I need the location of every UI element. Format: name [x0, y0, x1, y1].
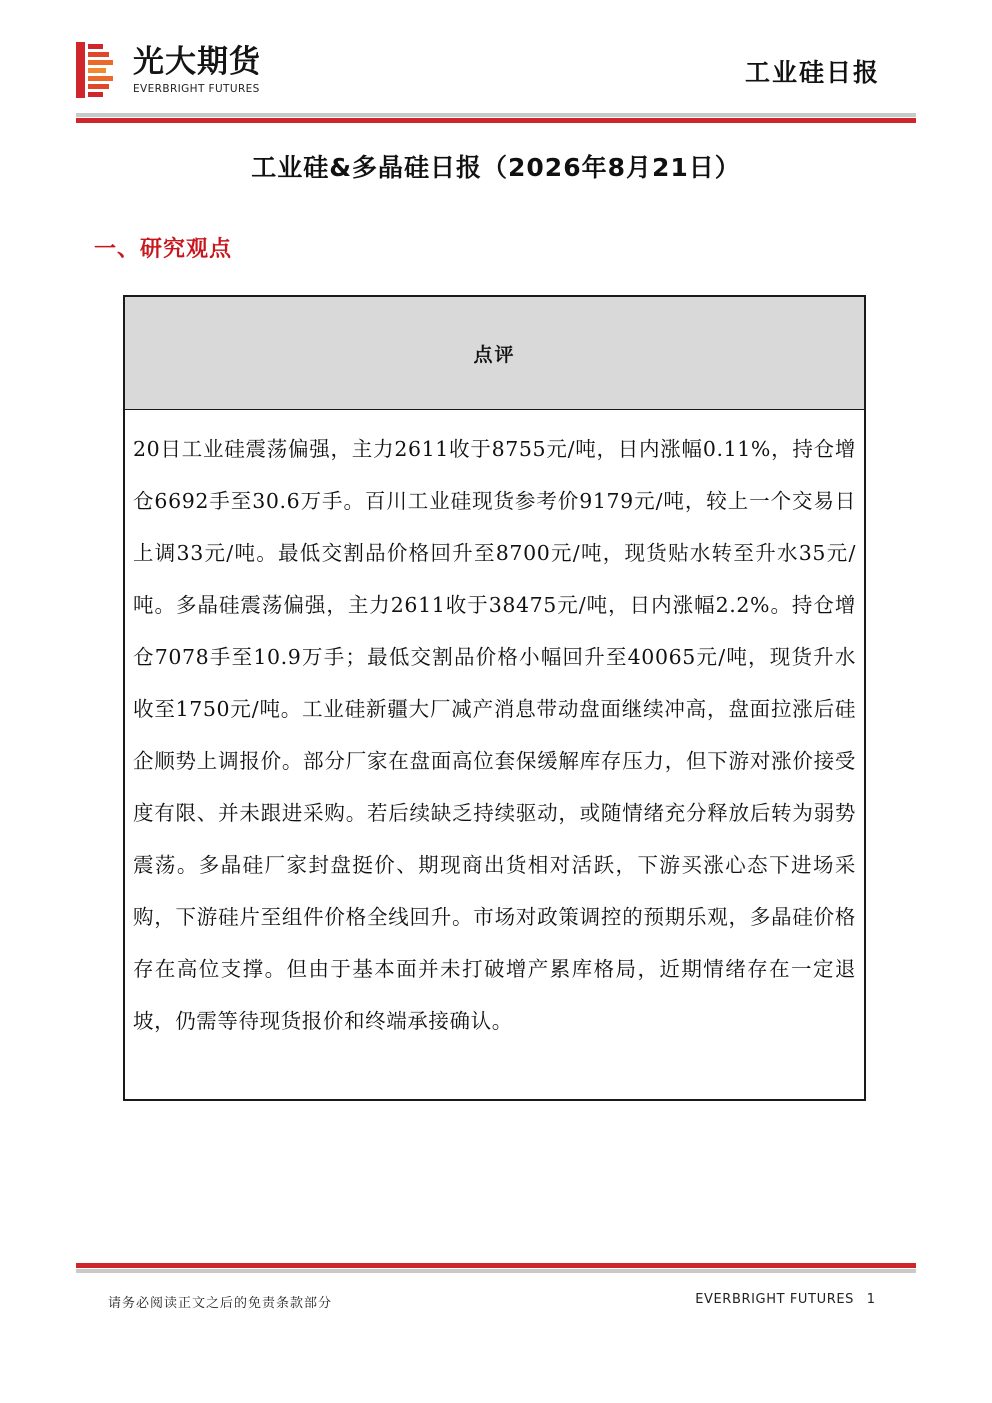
- table-header-cell: 点评: [125, 297, 864, 410]
- footer-divider-gray: [76, 1269, 916, 1273]
- company-logo: [76, 42, 286, 98]
- logo-english-name: EVERBRIGHT FUTURES: [133, 83, 260, 95]
- footer-brand: EVERBRIGHT FUTURES: [695, 1292, 854, 1307]
- header-divider-red: [76, 118, 916, 123]
- table-body-cell: 20日工业硅震荡偏强，主力2611收于8755元/吨，日内涨幅0.11%，持仓增仓6692手至30.6万手。百川工业硅现货参考价9179元/吨，较上一个交易日上调33元/吨。最低交割品价格回升至8700元/吨，现货贴水转至升水35元/吨。多晶硅震荡偏强，主力2611收于38475元/吨，日内涨幅2.2%。持仓增仓7078手至10.9万手；最低交割品价格小幅回升至40065元/吨，现货升水收至1750元/吨。工业硅新疆大厂减产消息带动盘面继续冲高，盘面拉涨后硅企顺势上调报价。部分厂家在盘面高位套保缓解库存压力，但下游对涨价接受度有限、并未跟进采购。若后续缺乏持续驱动，或随情绪充分释放后转为弱势震荡。多晶硅厂家封盘挺价、期现商出货相对活跃，下游买涨心态下进场采购，下游硅片至组件价格全线回升。市场对政策调控的预期乐观，多晶硅价格存在高位支撑。但由于基本面并未打破增产累库格局，近期情绪存在一定退坡，仍需等待现货报价和终端承接确认。: [133, 437, 856, 1033]
- comment-table: [123, 295, 866, 1101]
- section-heading: 一、研究观点: [94, 237, 233, 262]
- logo-chinese-name: 光大期货: [133, 44, 261, 80]
- everbright-logo-icon: [76, 42, 116, 98]
- footer-divider-red: [76, 1263, 916, 1268]
- footer-disclaimer: 请务必阅读正文之后的免责条款部分: [108, 1296, 333, 1311]
- report-type-label: 工业硅日报: [744, 58, 880, 87]
- page-number: 1: [866, 1292, 875, 1307]
- document-title: 工业硅&多晶硅日报（2026年8月21日）: [251, 153, 741, 182]
- header-divider-gray: [76, 113, 916, 117]
